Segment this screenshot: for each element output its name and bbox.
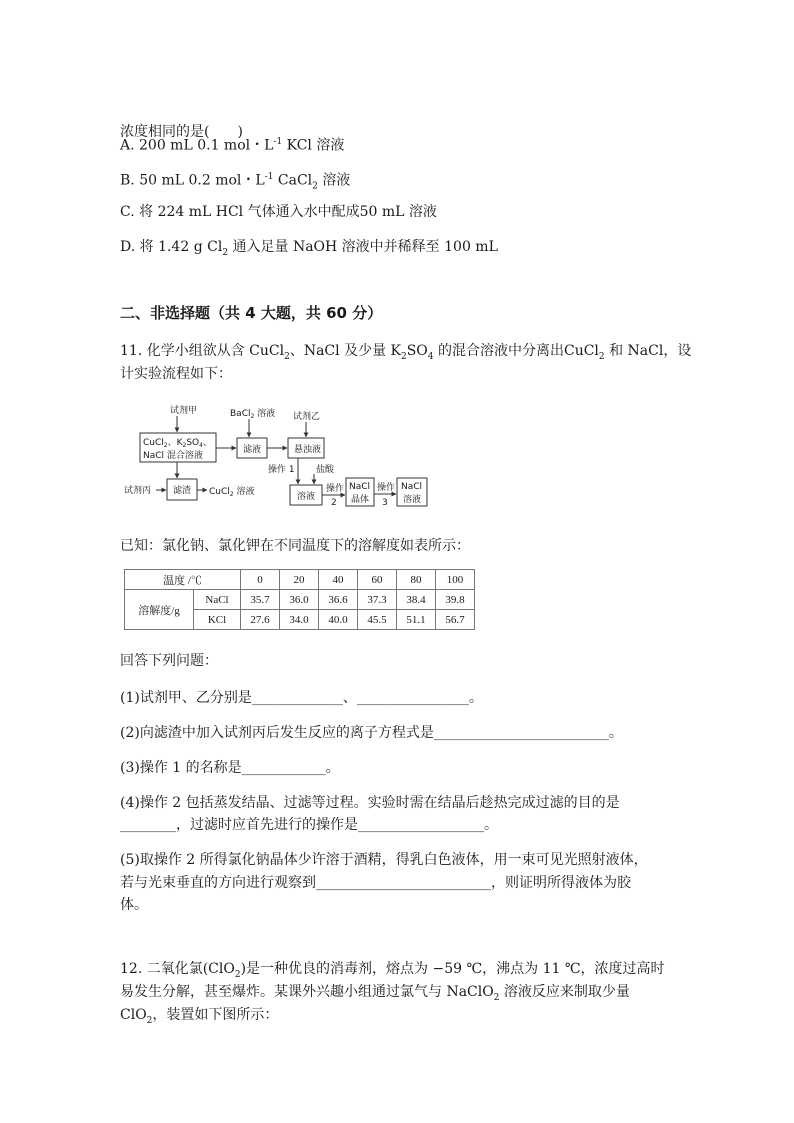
table-solubility-label: 溶解度/g <box>125 590 194 630</box>
table-nacl-label: NaCl <box>194 590 241 610</box>
flow-mix-line1: CuCl$_2$、$K_2SO_4$、 <box>143 438 212 449</box>
q12-line1: 12. 二氧化氯(ClO$_2$)是一种优良的消毒剂，熔点为 −59 ℃，沸点为 11 ℃，浓度过高时 <box>120 961 665 980</box>
flow-op2-a: 操作 <box>326 484 345 494</box>
table-row <box>125 590 475 610</box>
q11-answer-intro: 回答下列问题： <box>120 653 218 669</box>
q11-sub1: (1)试剂甲、乙分别是_____________、________________。 <box>120 690 483 706</box>
flow-residue: 滤渣 <box>173 486 192 496</box>
q11-sub5-line1: (5)取操作 2 所得氯化钠晶体少许溶于酒精，得乳白色液体，用一束可见光照射液体， <box>120 852 648 868</box>
q11-sub3: (3)操作 1 的名称是____________。 <box>120 760 340 776</box>
table-cell: 39.8 <box>436 590 475 610</box>
table-cell: 35.7 <box>241 590 280 610</box>
flow-mix-line2: NaCl 混合溶液 <box>143 451 203 461</box>
q12-line2: 易发生分解，甚至爆炸。某课外兴趣小组通过氯气与 NaClO$_2$ 溶液反应来制取少量 <box>120 984 630 1003</box>
table-kcl-label: KCl <box>194 610 241 630</box>
flow-filtrate: 滤液 <box>243 445 262 455</box>
table-cell: 38.4 <box>397 590 436 610</box>
q11-sub4-line1: (4)操作 2 包括蒸发结晶、过滤等过程。实验时需在结晶后趁热完成过滤的目的是 <box>120 795 620 811</box>
q11-sub5-line3: 体。 <box>120 897 148 913</box>
table-cell: 37.3 <box>358 590 397 610</box>
flow-bacl2-label: BaCl$_2$ 溶液 <box>230 409 276 420</box>
flow-nacl-sol-b: 溶液 <box>403 495 422 505</box>
q11-flowchart <box>118 402 448 510</box>
q10-stem-tail: 浓度相同的是( ) <box>120 124 243 140</box>
table-temp: 20 <box>280 570 319 590</box>
table-cell: 27.6 <box>241 610 280 630</box>
q11-stem-line2: 计实验流程如下： <box>120 366 232 382</box>
table-temp: 0 <box>241 570 280 590</box>
flow-solution: 溶液 <box>297 492 316 502</box>
q10-option-c: C. 将 224 mL HCl 气体通入水中配成50 mL 溶液 <box>120 204 437 220</box>
flow-nacl-sol-a: NaCl <box>401 482 423 492</box>
solubility-table <box>124 569 475 630</box>
flow-op3-b: 3 <box>382 498 388 508</box>
q10-option-a: A. 200 mL 0.1 mol・$L^{-1}$ KCl 溶液 <box>120 137 345 154</box>
table-cell: 34.0 <box>280 610 319 630</box>
q10-option-b: B. 50 mL 0.2 mol・$L^{-1}$ CaCl$_2$ 溶液 <box>120 172 351 192</box>
flow-nacl-crystal-b: 晶体 <box>351 495 370 505</box>
q11-sub5-line2: 若与光束垂直的方向进行观察到_________________________，则证明所得液体为胶 <box>120 875 631 891</box>
flow-nacl-crystal-a: NaCl <box>349 482 371 492</box>
q11-sub4-line2: ________，过滤时应首先进行的操作是__________________。 <box>120 817 498 833</box>
table-temp: 80 <box>397 570 436 590</box>
flow-hcl: 盐酸 <box>316 465 335 475</box>
table-temp-label: 温度 /℃ <box>125 570 241 590</box>
q12-line3: ClO$_2$，装置如下图所示： <box>120 1007 279 1026</box>
table-row <box>125 570 475 590</box>
table-cell: 56.7 <box>436 610 475 630</box>
flow-reagent-b: 试剂乙 <box>293 412 321 422</box>
table-cell: 36.6 <box>319 590 358 610</box>
q11-sub2: (2)向滤渣中加入试剂丙后发生反应的离子方程式是_________________________。 <box>120 725 623 741</box>
flow-cucl2-product: CuCl$_2$ 溶液 <box>209 487 255 498</box>
flow-op3-a: 操作 <box>377 483 396 493</box>
flow-op2-b: 2 <box>331 498 337 508</box>
flow-op1: 操作 1 <box>268 465 295 475</box>
q11-stem-line1: 11. 化学小组欲从含 CuCl$_2$、NaCl 及少量 $K_2SO_4$ 的混合溶液中分离出CuCl$_2$ 和 NaCl，设 <box>120 343 692 362</box>
flow-suspension: 悬浊液 <box>294 445 322 455</box>
table-cell: 40.0 <box>319 610 358 630</box>
table-temp: 40 <box>319 570 358 590</box>
table-temp: 100 <box>436 570 475 590</box>
table-cell: 51.1 <box>397 610 436 630</box>
section-title: 二、非选择题（共 4 大题，共 60 分） <box>120 304 383 322</box>
table-cell: 45.5 <box>358 610 397 630</box>
table-cell: 36.0 <box>280 590 319 610</box>
flow-reagent-c: 试剂丙 <box>124 486 152 496</box>
q11-known: 已知：氯化钠、氯化钾在不同温度下的溶解度如表所示： <box>120 538 470 554</box>
table-temp: 60 <box>358 570 397 590</box>
q10-option-d: D. 将 1.42 g $Cl_2$ 通入足量 NaOH 溶液中并稀释至 100 mL <box>120 239 498 258</box>
flow-reagent-a: 试剂甲 <box>170 406 198 416</box>
